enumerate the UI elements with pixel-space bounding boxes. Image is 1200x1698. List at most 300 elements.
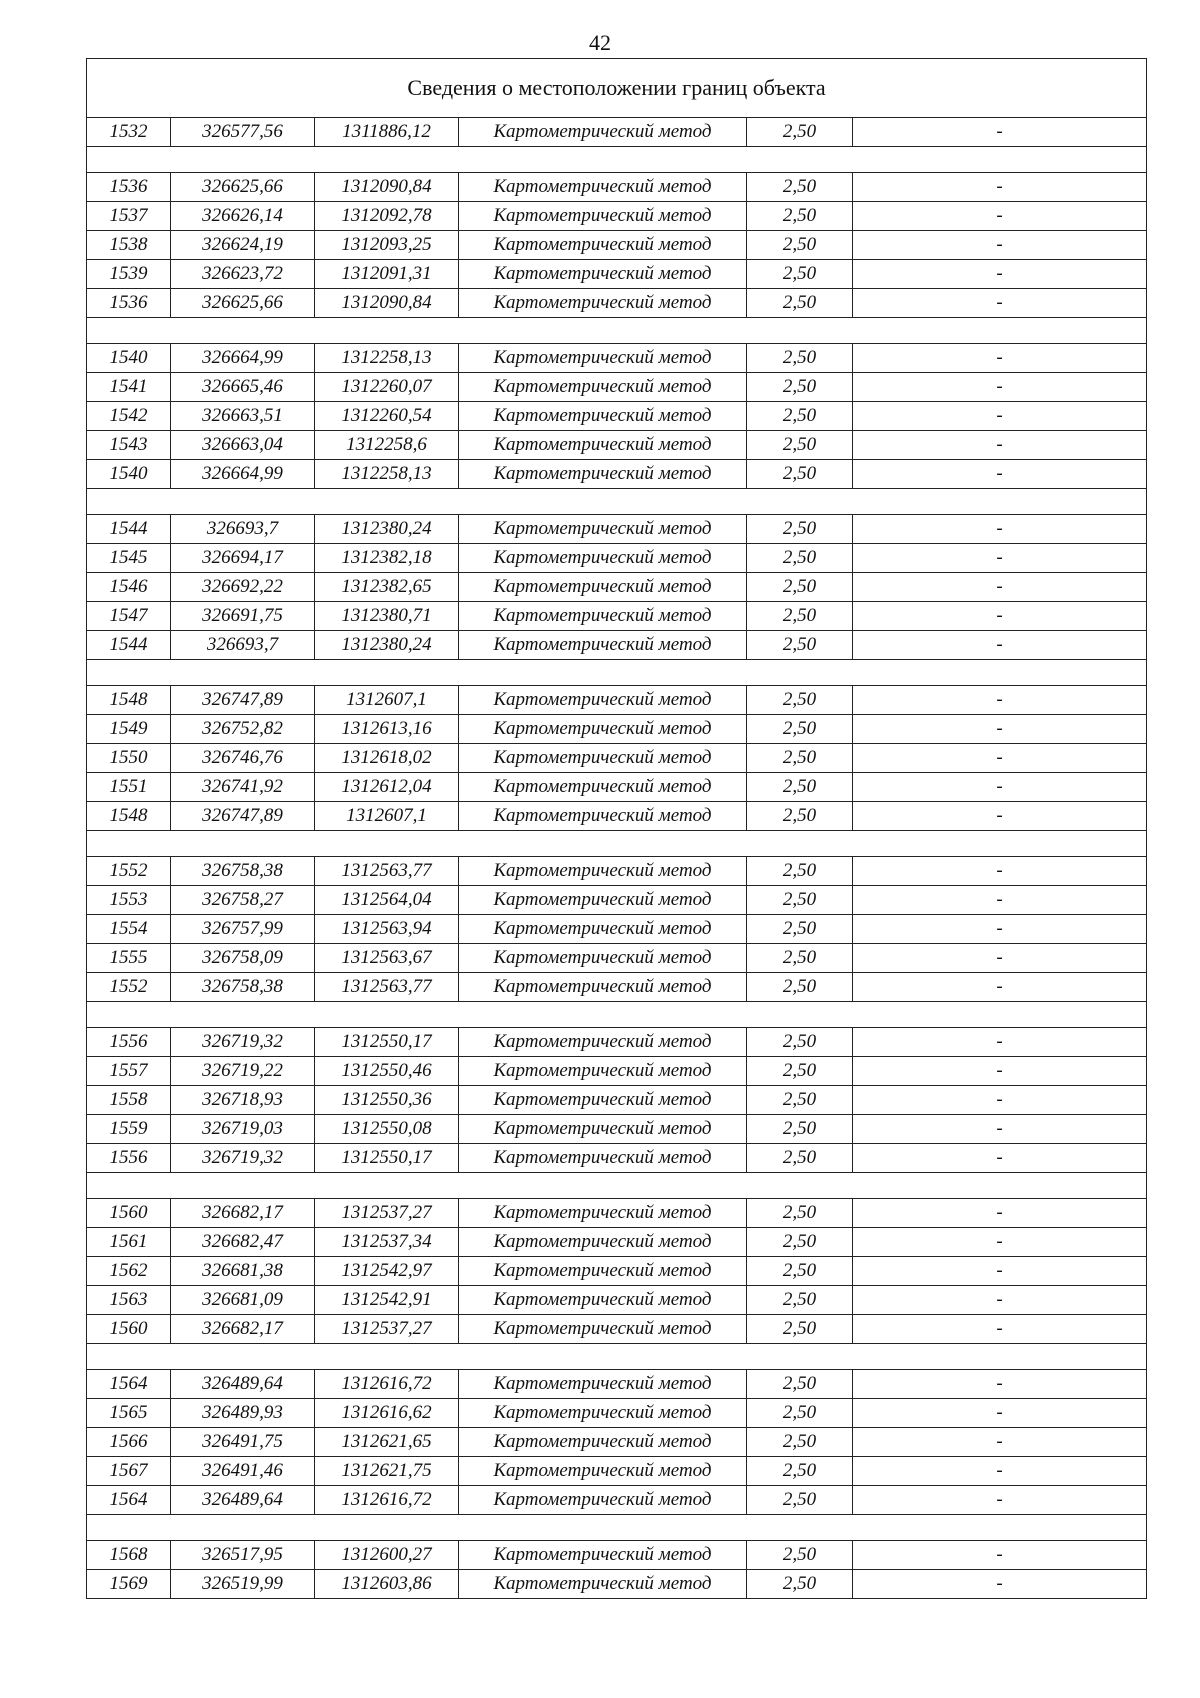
table-title-row — [87, 59, 1147, 118]
description-cell: - — [853, 202, 1147, 231]
method-cell: Картометрический метод — [459, 1286, 747, 1315]
point-number-cell: 1536 — [87, 173, 171, 202]
x-coordinate-cell: 326664,99 — [171, 460, 315, 489]
y-coordinate-cell: 1312258,13 — [315, 344, 459, 373]
point-number-cell: 1552 — [87, 857, 171, 886]
point-number-cell: 1548 — [87, 686, 171, 715]
group-separator-cell — [87, 831, 1147, 857]
description-cell: - — [853, 231, 1147, 260]
point-number-cell: 1545 — [87, 544, 171, 573]
accuracy-cell: 2,50 — [747, 431, 853, 460]
description-cell: - — [853, 402, 1147, 431]
x-coordinate-cell: 326491,46 — [171, 1457, 315, 1486]
table-row — [87, 118, 1147, 147]
table-row — [87, 1541, 1147, 1570]
y-coordinate-cell: 1312258,6 — [315, 431, 459, 460]
y-coordinate-cell: 1312550,46 — [315, 1057, 459, 1086]
description-cell: - — [853, 1228, 1147, 1257]
group-separator-row — [87, 318, 1147, 344]
method-cell: Картометрический метод — [459, 773, 747, 802]
accuracy-cell: 2,50 — [747, 202, 853, 231]
description-cell: - — [853, 1028, 1147, 1057]
x-coordinate-cell: 326663,51 — [171, 402, 315, 431]
accuracy-cell: 2,50 — [747, 1228, 853, 1257]
group-separator-row — [87, 1515, 1147, 1541]
point-number-cell: 1565 — [87, 1399, 171, 1428]
y-coordinate-cell: 1312380,24 — [315, 515, 459, 544]
description-cell: - — [853, 1144, 1147, 1173]
method-cell: Картометрический метод — [459, 431, 747, 460]
table-title: Сведения о местоположении границ объекта — [87, 59, 1147, 118]
table-row — [87, 1115, 1147, 1144]
point-number-cell: 1556 — [87, 1028, 171, 1057]
accuracy-cell: 2,50 — [747, 1457, 853, 1486]
method-cell: Картометрический метод — [459, 202, 747, 231]
y-coordinate-cell: 1312380,24 — [315, 631, 459, 660]
point-number-cell: 1569 — [87, 1570, 171, 1599]
y-coordinate-cell: 1312093,25 — [315, 231, 459, 260]
x-coordinate-cell: 326758,38 — [171, 857, 315, 886]
x-coordinate-cell: 326693,7 — [171, 515, 315, 544]
description-cell: - — [853, 715, 1147, 744]
method-cell: Картометрический метод — [459, 857, 747, 886]
point-number-cell: 1558 — [87, 1086, 171, 1115]
x-coordinate-cell: 326692,22 — [171, 573, 315, 602]
method-cell: Картометрический метод — [459, 118, 747, 147]
group-separator-cell — [87, 318, 1147, 344]
accuracy-cell: 2,50 — [747, 602, 853, 631]
point-number-cell: 1537 — [87, 202, 171, 231]
method-cell: Картометрический метод — [459, 631, 747, 660]
accuracy-cell: 2,50 — [747, 460, 853, 489]
point-number-cell: 1551 — [87, 773, 171, 802]
group-separator-cell — [87, 489, 1147, 515]
point-number-cell: 1563 — [87, 1286, 171, 1315]
point-number-cell: 1566 — [87, 1428, 171, 1457]
method-cell: Картометрический метод — [459, 802, 747, 831]
x-coordinate-cell: 326489,64 — [171, 1486, 315, 1515]
y-coordinate-cell: 1312616,72 — [315, 1370, 459, 1399]
y-coordinate-cell: 1312612,04 — [315, 773, 459, 802]
method-cell: Картометрический метод — [459, 1057, 747, 1086]
method-cell: Картометрический метод — [459, 1028, 747, 1057]
description-cell: - — [853, 1257, 1147, 1286]
accuracy-cell: 2,50 — [747, 1115, 853, 1144]
table-row — [87, 1570, 1147, 1599]
table-row — [87, 886, 1147, 915]
group-separator-row — [87, 1344, 1147, 1370]
description-cell: - — [853, 1486, 1147, 1515]
table-row — [87, 631, 1147, 660]
method-cell: Картометрический метод — [459, 1086, 747, 1115]
point-number-cell: 1560 — [87, 1199, 171, 1228]
group-separator-row — [87, 831, 1147, 857]
description-cell: - — [853, 744, 1147, 773]
point-number-cell: 1540 — [87, 460, 171, 489]
description-cell: - — [853, 631, 1147, 660]
method-cell: Картометрический метод — [459, 515, 747, 544]
point-number-cell: 1552 — [87, 973, 171, 1002]
table-row — [87, 1428, 1147, 1457]
table-row — [87, 460, 1147, 489]
accuracy-cell: 2,50 — [747, 715, 853, 744]
x-coordinate-cell: 326758,38 — [171, 973, 315, 1002]
accuracy-cell: 2,50 — [747, 744, 853, 773]
y-coordinate-cell: 1312550,36 — [315, 1086, 459, 1115]
method-cell: Картометрический метод — [459, 173, 747, 202]
point-number-cell: 1548 — [87, 802, 171, 831]
point-number-cell: 1567 — [87, 1457, 171, 1486]
accuracy-cell: 2,50 — [747, 1570, 853, 1599]
y-coordinate-cell: 1312550,08 — [315, 1115, 459, 1144]
y-coordinate-cell: 1312563,77 — [315, 857, 459, 886]
description-cell: - — [853, 773, 1147, 802]
group-separator-cell — [87, 147, 1147, 173]
table-row — [87, 715, 1147, 744]
accuracy-cell: 2,50 — [747, 1199, 853, 1228]
method-cell: Картометрический метод — [459, 544, 747, 573]
method-cell: Картометрический метод — [459, 744, 747, 773]
method-cell: Картометрический метод — [459, 886, 747, 915]
x-coordinate-cell: 326682,17 — [171, 1315, 315, 1344]
accuracy-cell: 2,50 — [747, 631, 853, 660]
accuracy-cell: 2,50 — [747, 289, 853, 318]
y-coordinate-cell: 1312260,07 — [315, 373, 459, 402]
boundary-coordinates-table — [86, 58, 1147, 1599]
table-row — [87, 773, 1147, 802]
y-coordinate-cell: 1312537,27 — [315, 1315, 459, 1344]
point-number-cell: 1549 — [87, 715, 171, 744]
y-coordinate-cell: 1312607,1 — [315, 802, 459, 831]
method-cell: Картометрический метод — [459, 573, 747, 602]
accuracy-cell: 2,50 — [747, 515, 853, 544]
x-coordinate-cell: 326718,93 — [171, 1086, 315, 1115]
group-separator-cell — [87, 1173, 1147, 1199]
accuracy-cell: 2,50 — [747, 1486, 853, 1515]
x-coordinate-cell: 326719,32 — [171, 1028, 315, 1057]
description-cell: - — [853, 944, 1147, 973]
x-coordinate-cell: 326517,95 — [171, 1541, 315, 1570]
method-cell: Картометрический метод — [459, 1199, 747, 1228]
group-separator-row — [87, 1173, 1147, 1199]
group-separator-row — [87, 489, 1147, 515]
y-coordinate-cell: 1312618,02 — [315, 744, 459, 773]
table-row — [87, 202, 1147, 231]
accuracy-cell: 2,50 — [747, 344, 853, 373]
table-row — [87, 1315, 1147, 1344]
y-coordinate-cell: 1312603,86 — [315, 1570, 459, 1599]
description-cell: - — [853, 431, 1147, 460]
y-coordinate-cell: 1311886,12 — [315, 118, 459, 147]
x-coordinate-cell: 326694,17 — [171, 544, 315, 573]
accuracy-cell: 2,50 — [747, 773, 853, 802]
method-cell: Картометрический метод — [459, 715, 747, 744]
method-cell: Картометрический метод — [459, 1315, 747, 1344]
accuracy-cell: 2,50 — [747, 1370, 853, 1399]
x-coordinate-cell: 326625,66 — [171, 289, 315, 318]
table-row — [87, 1057, 1147, 1086]
x-coordinate-cell: 326626,14 — [171, 202, 315, 231]
accuracy-cell: 2,50 — [747, 1315, 853, 1344]
x-coordinate-cell: 326746,76 — [171, 744, 315, 773]
point-number-cell: 1542 — [87, 402, 171, 431]
y-coordinate-cell: 1312607,1 — [315, 686, 459, 715]
accuracy-cell: 2,50 — [747, 1541, 853, 1570]
y-coordinate-cell: 1312563,77 — [315, 973, 459, 1002]
description-cell: - — [853, 1115, 1147, 1144]
x-coordinate-cell: 326682,17 — [171, 1199, 315, 1228]
y-coordinate-cell: 1312616,72 — [315, 1486, 459, 1515]
description-cell: - — [853, 1457, 1147, 1486]
x-coordinate-cell: 326664,99 — [171, 344, 315, 373]
method-cell: Картометрический метод — [459, 289, 747, 318]
description-cell: - — [853, 1428, 1147, 1457]
y-coordinate-cell: 1312563,67 — [315, 944, 459, 973]
table-row — [87, 602, 1147, 631]
x-coordinate-cell: 326519,99 — [171, 1570, 315, 1599]
accuracy-cell: 2,50 — [747, 373, 853, 402]
accuracy-cell: 2,50 — [747, 1428, 853, 1457]
accuracy-cell: 2,50 — [747, 231, 853, 260]
description-cell: - — [853, 373, 1147, 402]
y-coordinate-cell: 1312380,71 — [315, 602, 459, 631]
table-row — [87, 1286, 1147, 1315]
y-coordinate-cell: 1312092,78 — [315, 202, 459, 231]
method-cell: Картометрический метод — [459, 460, 747, 489]
y-coordinate-cell: 1312382,65 — [315, 573, 459, 602]
table-row — [87, 231, 1147, 260]
method-cell: Картометрический метод — [459, 373, 747, 402]
method-cell: Картометрический метод — [459, 231, 747, 260]
x-coordinate-cell: 326681,38 — [171, 1257, 315, 1286]
method-cell: Картометрический метод — [459, 973, 747, 1002]
y-coordinate-cell: 1312537,27 — [315, 1199, 459, 1228]
description-cell: - — [853, 173, 1147, 202]
accuracy-cell: 2,50 — [747, 573, 853, 602]
y-coordinate-cell: 1312090,84 — [315, 173, 459, 202]
description-cell: - — [853, 915, 1147, 944]
table-row — [87, 973, 1147, 1002]
y-coordinate-cell: 1312542,91 — [315, 1286, 459, 1315]
table-row — [87, 1144, 1147, 1173]
accuracy-cell: 2,50 — [747, 173, 853, 202]
table-row — [87, 373, 1147, 402]
y-coordinate-cell: 1312542,97 — [315, 1257, 459, 1286]
group-separator-cell — [87, 660, 1147, 686]
description-cell: - — [853, 1057, 1147, 1086]
accuracy-cell: 2,50 — [747, 260, 853, 289]
description-cell: - — [853, 802, 1147, 831]
point-number-cell: 1556 — [87, 1144, 171, 1173]
table-row — [87, 573, 1147, 602]
description-cell: - — [853, 344, 1147, 373]
point-number-cell: 1560 — [87, 1315, 171, 1344]
description-cell: - — [853, 602, 1147, 631]
group-separator-row — [87, 660, 1147, 686]
table-row — [87, 173, 1147, 202]
point-number-cell: 1539 — [87, 260, 171, 289]
method-cell: Картометрический метод — [459, 1115, 747, 1144]
table-row — [87, 515, 1147, 544]
table-row — [87, 1399, 1147, 1428]
x-coordinate-cell: 326693,7 — [171, 631, 315, 660]
y-coordinate-cell: 1312258,13 — [315, 460, 459, 489]
x-coordinate-cell: 326719,03 — [171, 1115, 315, 1144]
y-coordinate-cell: 1312382,18 — [315, 544, 459, 573]
method-cell: Картометрический метод — [459, 1541, 747, 1570]
method-cell: Картометрический метод — [459, 1428, 747, 1457]
x-coordinate-cell: 326577,56 — [171, 118, 315, 147]
description-cell: - — [853, 1315, 1147, 1344]
accuracy-cell: 2,50 — [747, 1286, 853, 1315]
accuracy-cell: 2,50 — [747, 857, 853, 886]
point-number-cell: 1559 — [87, 1115, 171, 1144]
description-cell: - — [853, 1570, 1147, 1599]
description-cell: - — [853, 544, 1147, 573]
description-cell: - — [853, 460, 1147, 489]
group-separator-cell — [87, 1344, 1147, 1370]
x-coordinate-cell: 326663,04 — [171, 431, 315, 460]
table-row — [87, 402, 1147, 431]
method-cell: Картометрический метод — [459, 1399, 747, 1428]
x-coordinate-cell: 326747,89 — [171, 686, 315, 715]
method-cell: Картометрический метод — [459, 402, 747, 431]
y-coordinate-cell: 1312621,75 — [315, 1457, 459, 1486]
point-number-cell: 1547 — [87, 602, 171, 631]
description-cell: - — [853, 515, 1147, 544]
accuracy-cell: 2,50 — [747, 1057, 853, 1086]
table-row — [87, 1486, 1147, 1515]
table-row — [87, 744, 1147, 773]
y-coordinate-cell: 1312537,34 — [315, 1228, 459, 1257]
accuracy-cell: 2,50 — [747, 1028, 853, 1057]
description-cell: - — [853, 886, 1147, 915]
method-cell: Картометрический метод — [459, 944, 747, 973]
y-coordinate-cell: 1312550,17 — [315, 1028, 459, 1057]
point-number-cell: 1561 — [87, 1228, 171, 1257]
y-coordinate-cell: 1312564,04 — [315, 886, 459, 915]
y-coordinate-cell: 1312091,31 — [315, 260, 459, 289]
point-number-cell: 1541 — [87, 373, 171, 402]
method-cell: Картометрический метод — [459, 1457, 747, 1486]
x-coordinate-cell: 326757,99 — [171, 915, 315, 944]
table-row — [87, 915, 1147, 944]
description-cell: - — [853, 1370, 1147, 1399]
point-number-cell: 1544 — [87, 515, 171, 544]
table-row — [87, 686, 1147, 715]
accuracy-cell: 2,50 — [747, 944, 853, 973]
table-row — [87, 1228, 1147, 1257]
method-cell: Картометрический метод — [459, 344, 747, 373]
point-number-cell: 1553 — [87, 886, 171, 915]
y-coordinate-cell: 1312090,84 — [315, 289, 459, 318]
y-coordinate-cell: 1312613,16 — [315, 715, 459, 744]
x-coordinate-cell: 326489,93 — [171, 1399, 315, 1428]
accuracy-cell: 2,50 — [747, 802, 853, 831]
point-number-cell: 1550 — [87, 744, 171, 773]
method-cell: Картометрический метод — [459, 1370, 747, 1399]
group-separator-cell — [87, 1515, 1147, 1541]
table-row — [87, 1457, 1147, 1486]
method-cell: Картометрический метод — [459, 1144, 747, 1173]
x-coordinate-cell: 326682,47 — [171, 1228, 315, 1257]
point-number-cell: 1562 — [87, 1257, 171, 1286]
x-coordinate-cell: 326489,64 — [171, 1370, 315, 1399]
table-row — [87, 1257, 1147, 1286]
y-coordinate-cell: 1312260,54 — [315, 402, 459, 431]
x-coordinate-cell: 326665,46 — [171, 373, 315, 402]
method-cell: Картометрический метод — [459, 686, 747, 715]
description-cell: - — [853, 1199, 1147, 1228]
point-number-cell: 1544 — [87, 631, 171, 660]
description-cell: - — [853, 260, 1147, 289]
accuracy-cell: 2,50 — [747, 973, 853, 1002]
table-row — [87, 1086, 1147, 1115]
table-row — [87, 944, 1147, 973]
method-cell: Картометрический метод — [459, 260, 747, 289]
point-number-cell: 1538 — [87, 231, 171, 260]
group-separator-row — [87, 1002, 1147, 1028]
method-cell: Картометрический метод — [459, 1486, 747, 1515]
table-row — [87, 260, 1147, 289]
point-number-cell: 1540 — [87, 344, 171, 373]
point-number-cell: 1564 — [87, 1486, 171, 1515]
point-number-cell: 1555 — [87, 944, 171, 973]
y-coordinate-cell: 1312550,17 — [315, 1144, 459, 1173]
point-number-cell: 1568 — [87, 1541, 171, 1570]
x-coordinate-cell: 326741,92 — [171, 773, 315, 802]
point-number-cell: 1564 — [87, 1370, 171, 1399]
y-coordinate-cell: 1312563,94 — [315, 915, 459, 944]
accuracy-cell: 2,50 — [747, 1257, 853, 1286]
method-cell: Картометрический метод — [459, 1257, 747, 1286]
table-row — [87, 431, 1147, 460]
method-cell: Картометрический метод — [459, 1570, 747, 1599]
y-coordinate-cell: 1312616,62 — [315, 1399, 459, 1428]
x-coordinate-cell: 326719,32 — [171, 1144, 315, 1173]
x-coordinate-cell: 326681,09 — [171, 1286, 315, 1315]
accuracy-cell: 2,50 — [747, 1144, 853, 1173]
description-cell: - — [853, 1286, 1147, 1315]
accuracy-cell: 2,50 — [747, 1399, 853, 1428]
x-coordinate-cell: 326758,27 — [171, 886, 315, 915]
point-number-cell: 1546 — [87, 573, 171, 602]
table-row — [87, 802, 1147, 831]
accuracy-cell: 2,50 — [747, 1086, 853, 1115]
x-coordinate-cell: 326747,89 — [171, 802, 315, 831]
table-row — [87, 857, 1147, 886]
x-coordinate-cell: 326691,75 — [171, 602, 315, 631]
x-coordinate-cell: 326719,22 — [171, 1057, 315, 1086]
accuracy-cell: 2,50 — [747, 686, 853, 715]
method-cell: Картометрический метод — [459, 1228, 747, 1257]
description-cell: - — [853, 573, 1147, 602]
point-number-cell: 1543 — [87, 431, 171, 460]
method-cell: Картометрический метод — [459, 915, 747, 944]
description-cell: - — [853, 118, 1147, 147]
accuracy-cell: 2,50 — [747, 915, 853, 944]
table-body — [87, 59, 1147, 1599]
x-coordinate-cell: 326758,09 — [171, 944, 315, 973]
description-cell: - — [853, 973, 1147, 1002]
table-row — [87, 1370, 1147, 1399]
x-coordinate-cell: 326752,82 — [171, 715, 315, 744]
accuracy-cell: 2,50 — [747, 544, 853, 573]
table-row — [87, 289, 1147, 318]
y-coordinate-cell: 1312621,65 — [315, 1428, 459, 1457]
table-row — [87, 544, 1147, 573]
table-row — [87, 1028, 1147, 1057]
